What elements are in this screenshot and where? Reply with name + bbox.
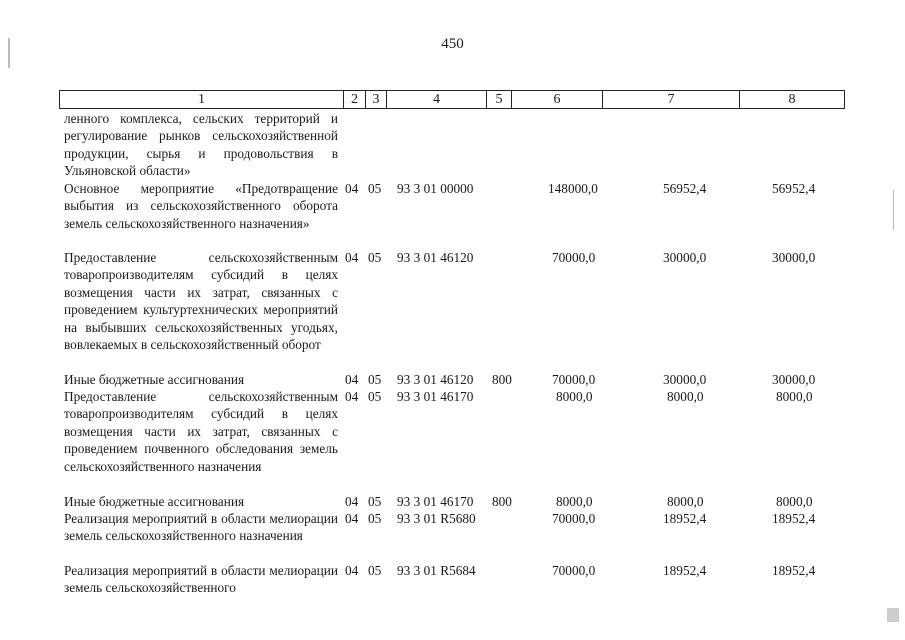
row-value-8: 18952,4 — [772, 563, 816, 578]
row-col-3: 05 — [368, 250, 382, 265]
row-value-8: 18952,4 — [772, 511, 816, 526]
row-value-8: 30000,0 — [772, 372, 816, 387]
row-col-5: 800 — [492, 372, 512, 387]
row-value-8: 30000,0 — [772, 250, 816, 265]
scan-artifact — [8, 38, 10, 68]
row-name: Предоставление сельскохозяйственным товаропроизводителям субсидий в целях возмещения части их затрат, связанных с проведением культуртехнических мероприятий на выбывших сельскохозяйственных угодьях, вовлекаемых в сельскохозяйственный оборот — [64, 250, 338, 353]
row-name: Предоставление сельскохозяйственным товаропроизводителям субсидий в целях возмещения части их затрат, связанных с проведением почвенного обследования земель сельскохозяйственного назначения — [64, 389, 338, 474]
row-col-3: 05 — [368, 511, 382, 526]
header-col-6: 6 — [512, 91, 603, 108]
row-value-6: 70000,0 — [552, 511, 596, 526]
row-value-6: 148000,0 — [548, 181, 598, 196]
row-name: Реализация мероприятий в области мелиорации земель сельскохозяйственного — [64, 563, 338, 596]
header-col-1: 1 — [60, 91, 344, 108]
row-code: 93 3 01 46120 — [397, 250, 474, 265]
row-col-3: 05 — [368, 372, 382, 387]
header-col-3: 3 — [366, 91, 387, 108]
row-code: 93 3 01 46170 — [397, 494, 474, 509]
scan-artifact — [893, 190, 894, 230]
page-number: 450 — [441, 36, 464, 52]
row-col-2: 04 — [345, 372, 359, 387]
row-col-3: 05 — [368, 563, 382, 578]
row-value-6: 70000,0 — [552, 250, 596, 265]
row-code: 93 3 01 46120 — [397, 372, 474, 387]
header-col-2: 2 — [344, 91, 366, 108]
row-value-6: 70000,0 — [552, 563, 596, 578]
row-code: 93 3 01 46170 — [397, 389, 474, 404]
row-col-2: 04 — [345, 494, 359, 509]
row-value-6: 8000,0 — [556, 494, 593, 509]
row-value-7: 56952,4 — [663, 181, 707, 196]
row-col-2: 04 — [345, 181, 359, 196]
row-value-7: 18952,4 — [663, 563, 707, 578]
header-col-7: 7 — [603, 91, 740, 108]
row-value-7: 8000,0 — [667, 389, 704, 404]
scan-artifact — [887, 608, 899, 622]
row-code: 93 3 01 00000 — [397, 181, 474, 196]
row-name: Иные бюджетные ассигнования — [64, 372, 245, 387]
row-name: Основное мероприятие «Предотвращение выбытия из сельскохозяйственного оборота земель сельскохозяйственного назначения» — [64, 181, 338, 231]
row-col-2: 04 — [345, 389, 359, 404]
header-col-8: 8 — [788, 92, 796, 107]
row-col-5: 800 — [492, 494, 512, 509]
row-value-6: 70000,0 — [552, 372, 596, 387]
row-col-2: 04 — [345, 250, 359, 265]
row-value-7: 8000,0 — [667, 494, 704, 509]
row-code: 93 3 01 R5680 — [397, 511, 476, 526]
row-value-6: 8000,0 — [556, 389, 593, 404]
header-col-4: 4 — [387, 91, 487, 108]
row-col-3: 05 — [368, 389, 382, 404]
row-value-7: 18952,4 — [663, 511, 707, 526]
row-col-3: 05 — [368, 181, 382, 196]
header-col-5: 5 — [487, 91, 512, 108]
row-col-2: 04 — [345, 511, 359, 526]
table-header — [59, 90, 845, 109]
row-code: 93 3 01 R5684 — [397, 563, 476, 578]
row-col-3: 05 — [368, 494, 382, 509]
continuation-text: ленного комплекса, сельских территорий и регулирование рынков сельскохозяйственной продукции, сырья и продовольствия в Ульяновской области» — [64, 111, 338, 179]
row-name: Иные бюджетные ассигнования — [64, 494, 245, 509]
row-col-2: 04 — [345, 563, 359, 578]
row-value-8: 8000,0 — [776, 494, 813, 509]
row-value-8: 8000,0 — [776, 389, 813, 404]
row-value-7: 30000,0 — [663, 250, 707, 265]
row-value-8: 56952,4 — [772, 181, 816, 196]
row-name: Реализация мероприятий в области мелиорации земель сельскохозяйственного назначения — [64, 511, 338, 544]
row-value-7: 30000,0 — [663, 372, 707, 387]
